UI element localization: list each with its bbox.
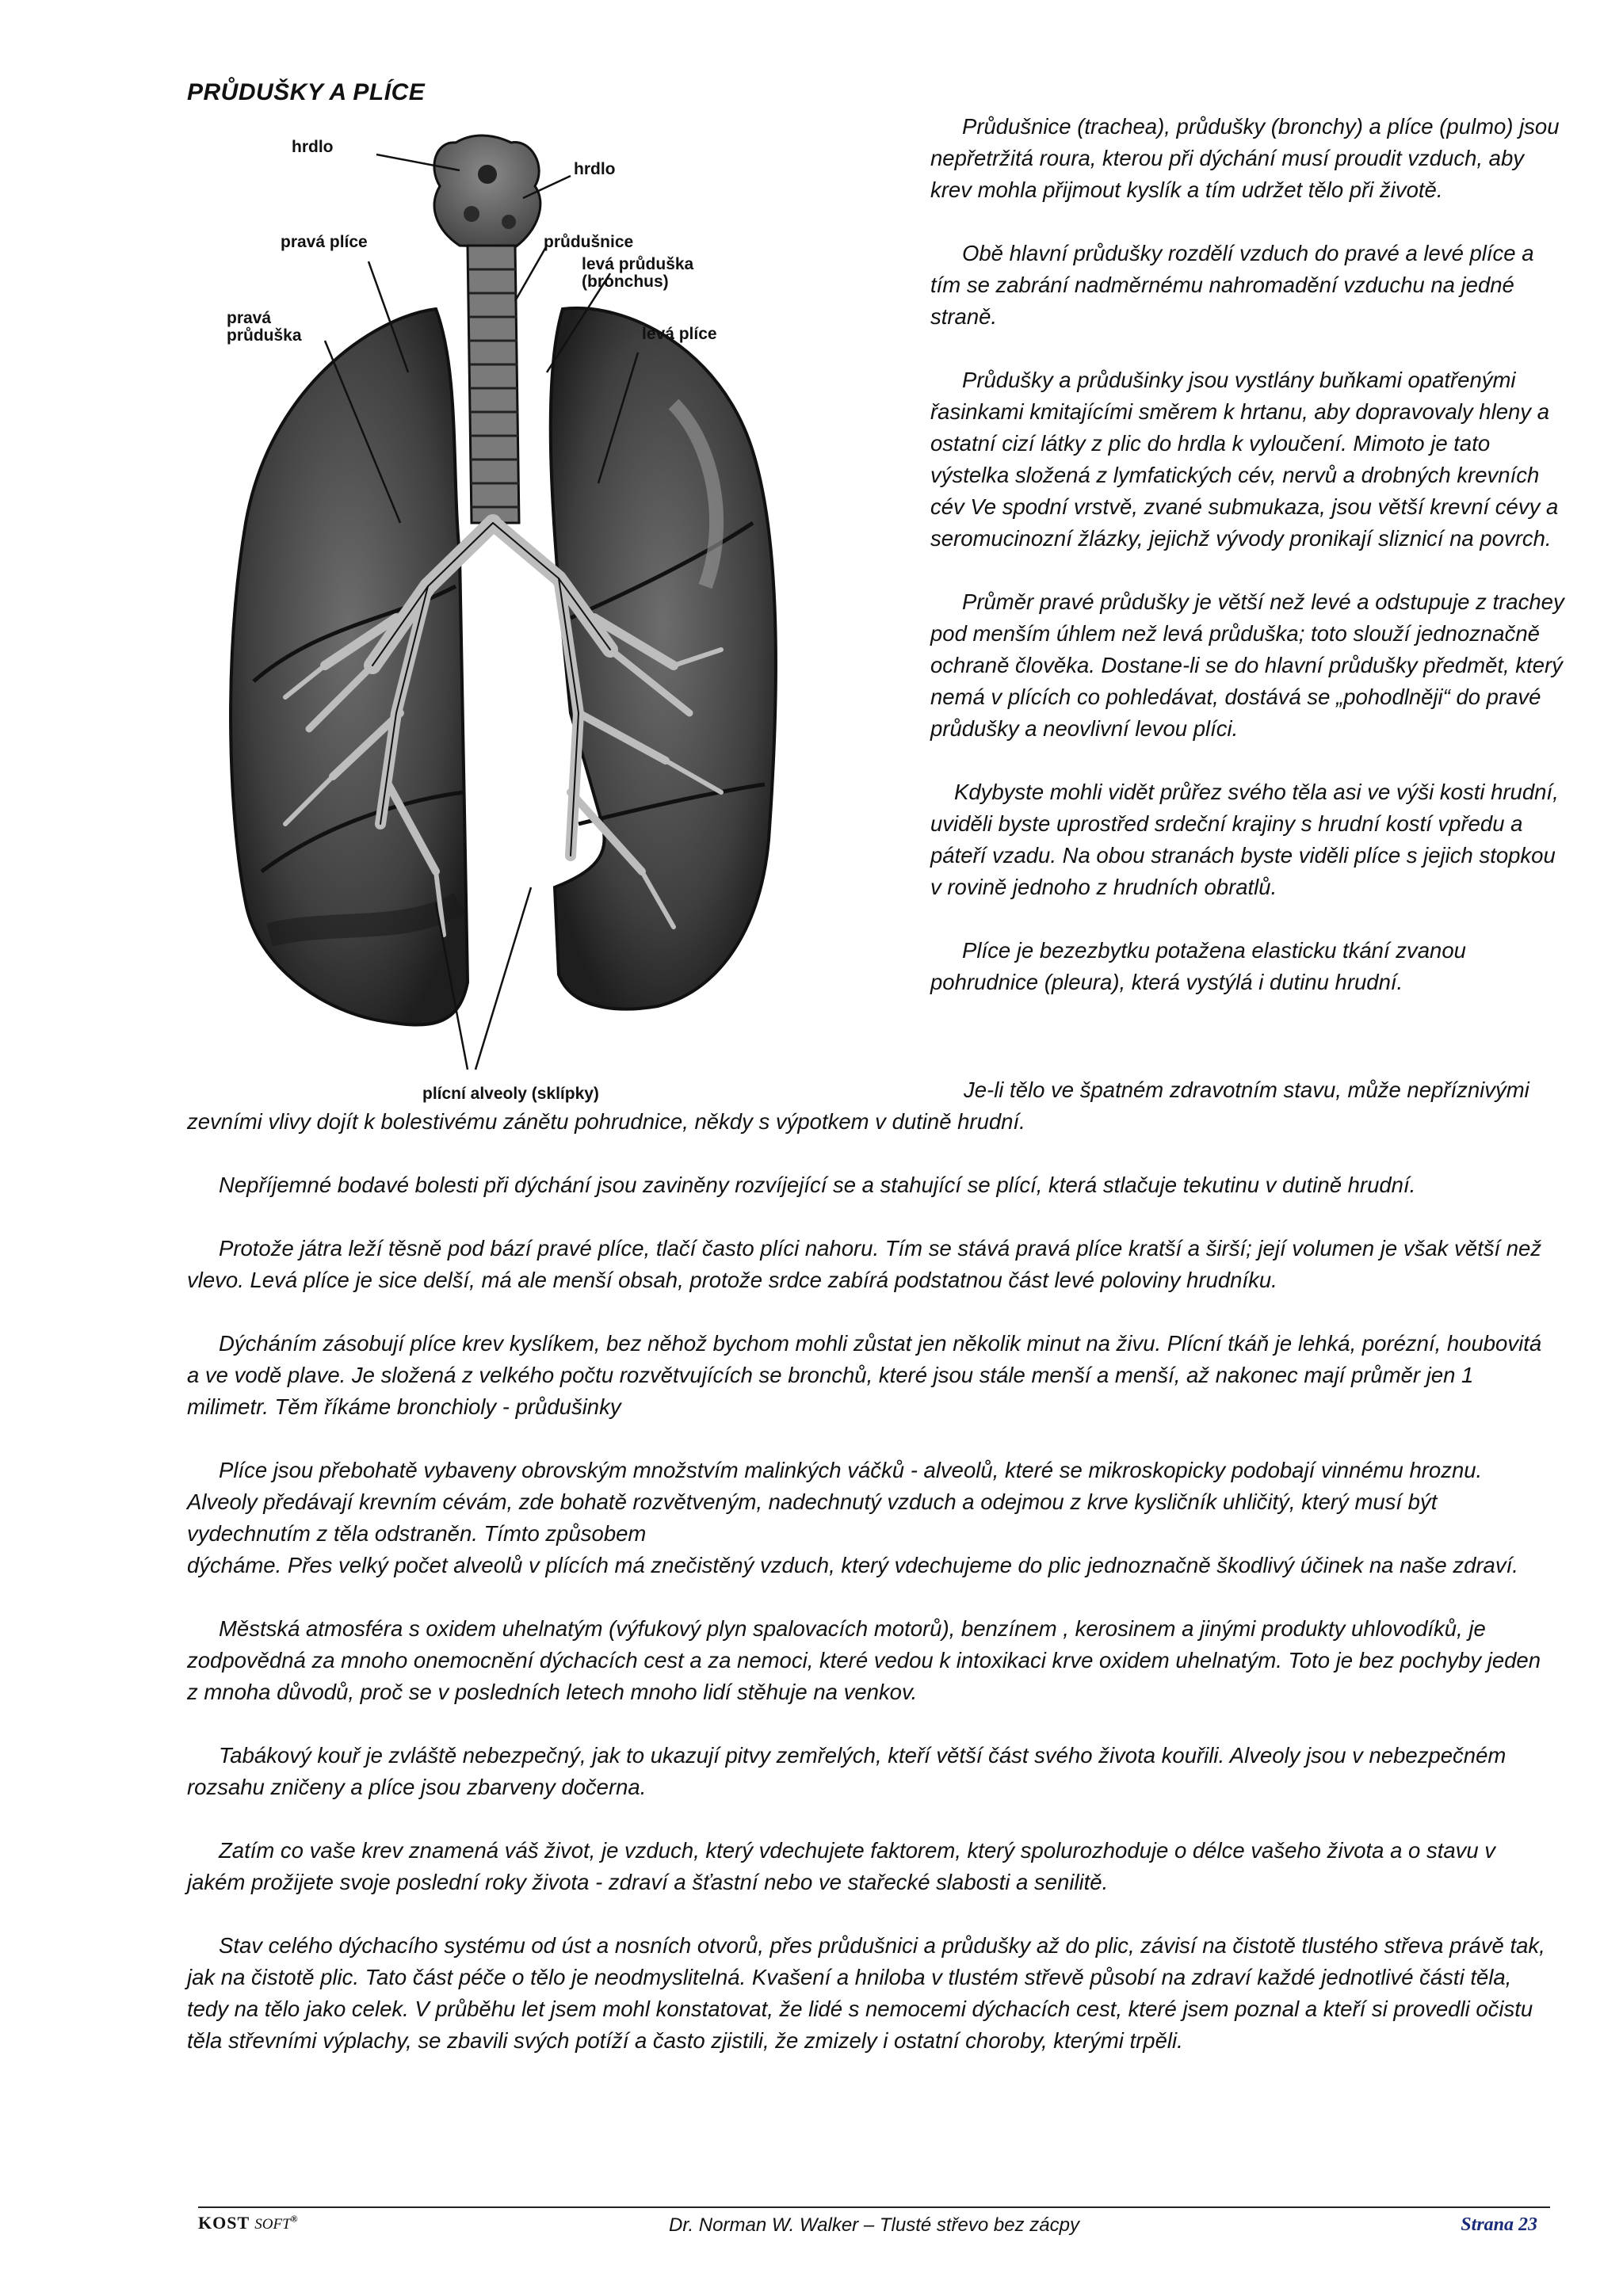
right-column-text [930,111,1564,1030]
paragraph: Průměr pravé průdušky je větší než levé a odstupuje z trachey pod menším úhlem než levá průduška; toto slouží jednoznačně ochraně člověka. Dostane-li se do hlavní průdušky předmět, který nemá v plících co pohledávat, dostává se „pohodlněji“ do pravé průdušky a neovlivní levou plíci. [930,589,1564,741]
paragraph: Zatím co vaše krev znamená váš život, je vzduch, který vdechujete faktorem, který spolurozhoduje o délce vašeho života a o stavu v jakém prožijete svoje poslední roky života - zdraví a šťastní nebo ve stařecké slabosti a senilitě. [187,1838,1496,1894]
footer-book-title: Dr. Norman W. Walker – Tlusté střevo bez zácpy [669,2214,1079,2236]
lungs-figure-svg [198,111,959,1109]
label-hrdlo-right: hrdlo [574,160,616,178]
paragraph: Průdušnice (trachea), průdušky (bronchy) a plíce (pulmo) jsou nepřetržitá roura, kterou při dýchání musí proudit vzduch, aby krev mohla přijmout kyslík a tím udržet tělo při životě. [930,114,1560,202]
page-number: Strana 23 [1461,2214,1537,2235]
label-bronchus: (bronchus) [582,273,669,291]
paragraph: Plíce je bezezbytku potažena elasticku tkání zvanou pohrudnice (pleura), která vystýlá i dutinu hrudní. [930,938,1466,994]
paragraph: Protože játra leží těsně pod bází pravé plíce, tlačí často plíci nahoru. Tím se stává pravá plíce kratší a širší; její volumen je však větší než vlevo. Levá plíce je sice delší, má ale menší obsah, protože srdce zabírá podstatnou část levé poloviny hrudníku. [187,1236,1542,1292]
label-hrdlo-left: hrdlo [292,138,334,156]
paragraph: Stav celého dýchacího systému od úst a nosních otvorů, přes průdušnici a průdušky až do plic, závisí na čistotě tlustého střeva právě tak, jak na čistotě plic. Tato část péče o tělo je neodmyslitelná. Kvašení a hniloba v tlustém střevě působí na zdraví každé jednotlivé části těla, tedy na tělo jako celek. V průběhu let jsem mohl konstatovat, že lidé s nemocemi dýchacích cest, které jsem poznal a kteří si provedli očistu těla střevními výplachy, se zbavili svých potíží a často zjistili, že zmizely i ostatní choroby, kterými trpěli. [187,1933,1545,2053]
label-alveoly: plícní alveoly (sklípky) [422,1085,599,1103]
right-lung-shape [231,309,468,1024]
registered-mark: ® [290,2213,299,2225]
label-leva-plice: levá plíce [642,325,717,343]
logo-sub: SOFT [254,2216,291,2233]
paragraph: Obě hlavní průdušky rozdělí vzduch do pravé a levé plíce a tím se zabrání nadměrnému nahromadění vzduchu na jedné straně. [930,241,1534,329]
page-footer [198,2206,1550,2240]
trachea-shape [468,246,519,523]
page-title: PRŮDUŠKY A PLÍCE [187,79,426,105]
label-prava-pruduska-2: průduška [227,326,302,345]
body-text [187,1074,1550,2088]
label-prava-plice: pravá plíce [281,233,368,251]
paragraph-continuation: dýcháme. Přes velký počet alveolů v plících má znečistěný vzduch, který vdechujeme do plic jednoznačně škodlivý účinek na naše zdraví. [187,1553,1518,1577]
paragraph: Nepříjemné bodavé bolesti při dýchání jsou zaviněny rozvíjející se a stahující se plící, která stlačuje tekutinu v dutině hrudní. [219,1173,1416,1197]
label-prava-pruduska-1: pravá [227,309,272,327]
paragraph: Dýcháním zásobují plíce krev kyslíkem, bez něhož bychom mohli zůstat jen několik minut na živu. Plícní tkáň je lehká, porézní, houbovitá a ve vodě plave. Je složená z velkého počtu rozvětvujících se bronchů, které jsou stále menší a menší, až nakonec mají průměr jen 1 milimetr. Těm říkáme bronchioly - průdušinky [187,1331,1542,1419]
paragraph: Tabákový kouř je zvláště nebezpečný, jak to ukazují pitvy zemřelých, kteří větší část svého života kouřili. Alveoly jsou v nebezpečném rozsahu zničeny a plíce jsou zbarveny dočerna. [187,1743,1507,1799]
paragraph: Průdušky a průdušinky jsou vystlány buňkami opatřenými řasinkami kmitajícími směrem k hrtanu, aby dopravovaly hleny a ostatní cizí látky z plic do hrdla k vyloučení. Mimoto je tato výstelka složená z lymfatických cév, nervů a drobných krevních cév Ve spodní vrstvě, zvané submukaza, jsou větší krevní cévy a seromucinozní žlázky, jejichž vývody pronikají sliznicí na povrch. [930,368,1559,551]
label-prudusnice: průdušnice [544,233,634,251]
logo-main: KOST [198,2213,250,2233]
paragraph: Plíce jsou přebohatě vybaveny obrovským množstvím malinkých váčků - alveolů, které se mikroskopicky podobají vinnému hroznu. Alveoly předávají krevním cévám, zde bohatě rozvětveným, nadechnutý vzduch a odejmou z krve kysličník uhličitý, který musí být vydechnutím z těla odstraněn. Tímto způsobem [187,1458,1483,1546]
paragraph: Kdybyste mohli vidět průřez svého těla asi ve výši kosti hrudní, uviděli byste uprostřed srdeční krajiny s hrudní kostí vpředu a páteří vzadu. Na obou stranách byste viděli plíce s jejich stopkou v rovině jednoho z hrudních obratlů. [930,780,1559,899]
paragraph: Je-li tělo ve špatném zdravotním stavu, může nepříznivými zevními vlivy dojít k bolestivému zánětu pohrudnice, někdy s výpotkem v dutině hrudní. [187,1077,1529,1134]
lungs-illustration [198,111,959,1109]
paragraph: Městská atmosféra s oxidem uhelnatým (výfukový plyn spalovacích motorů), benzínem , kerosinem a jinými produkty uhlovodíků, je zodpovědná za mnoho onemocnění dýchacích cest a za nemoci, které vedou k intoxikaci krve oxidem uhelnatým. Toto je bez pochyby jeden z mnoha důvodů, proč se v posledních letech mnoho lidí stěhuje na venkov. [187,1616,1541,1704]
label-leva-pruduska: levá průduška [582,255,694,273]
larynx-shape [434,135,540,247]
